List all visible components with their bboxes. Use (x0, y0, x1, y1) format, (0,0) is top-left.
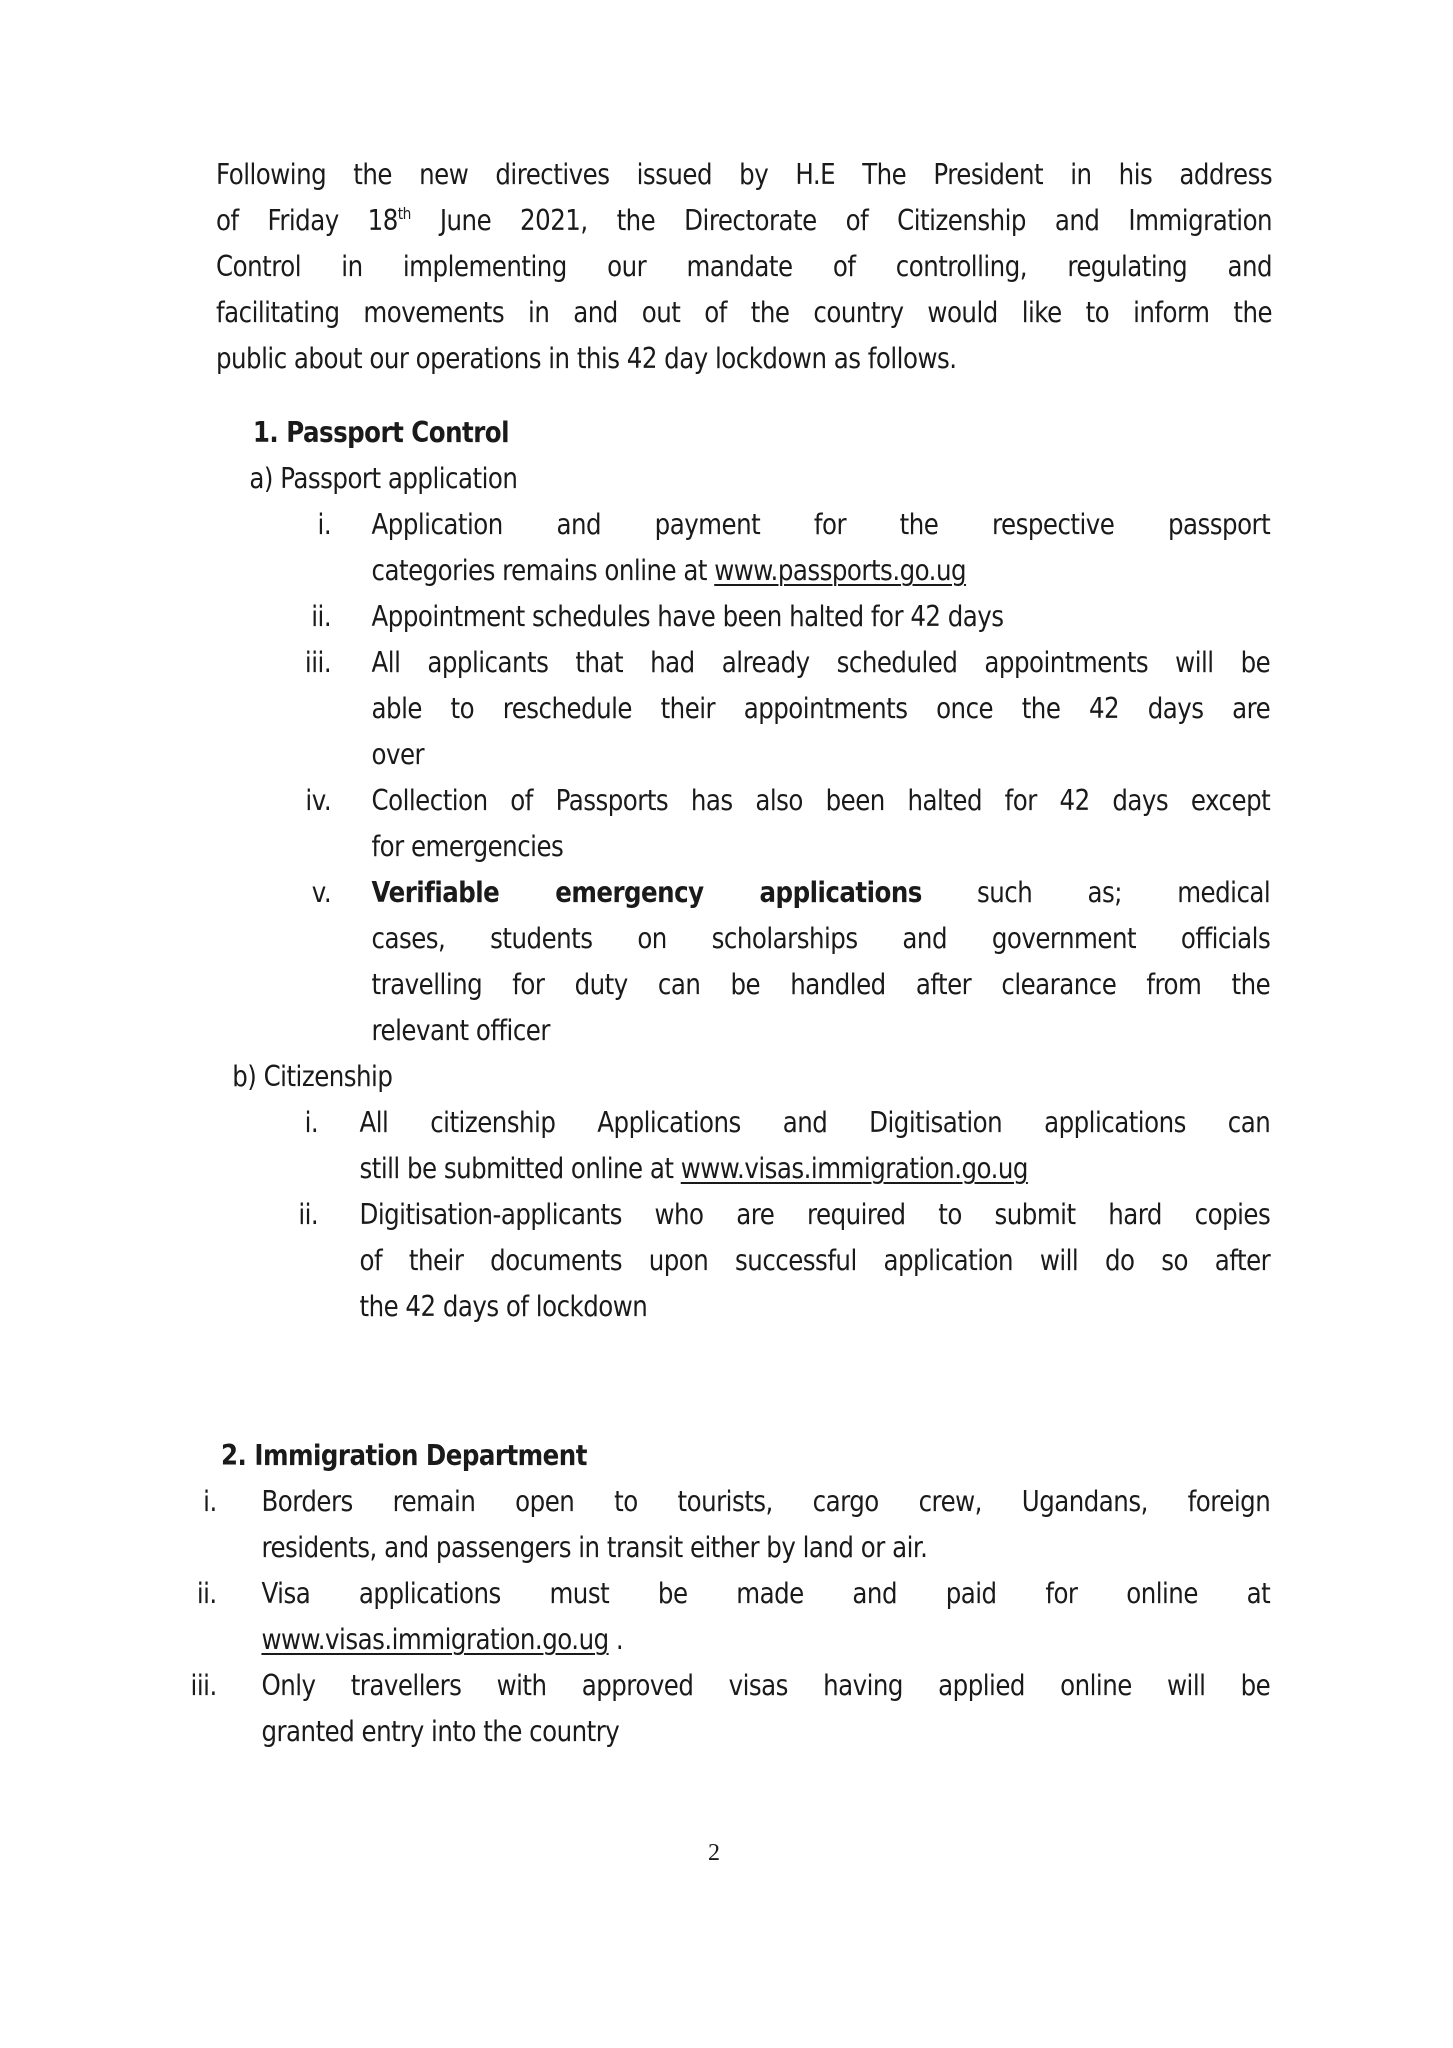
list-item (0, 1663, 1453, 1755)
list-item-line (0, 594, 1453, 640)
item-text-rest: such as; medical (921, 876, 1271, 909)
item-text-segment: granted entry into the country (261, 1715, 620, 1748)
list-item-line (0, 870, 1453, 916)
list-item-line (0, 778, 1453, 824)
list-numeral: i. (203, 1485, 217, 1518)
item-text: Only travellers with approved visas having applied online will be (261, 1669, 1271, 1702)
item-text: All applicants that had already scheduled appointments will be (371, 646, 1271, 679)
list-item (0, 1571, 1453, 1663)
list-item-line (0, 962, 1453, 1008)
subsection-label: a) Passport application (249, 462, 518, 495)
website-link[interactable]: www.visas.immigration.go.ug (680, 1152, 1028, 1185)
item-text: Collection of Passports has also been halted for 42 days except (371, 784, 1271, 817)
item-text: Digitisation-applicants who are required to submit hard copies (359, 1198, 1271, 1231)
item-text: Application and payment for the respective passport (371, 508, 1271, 541)
section-heading: 2. Immigration Department (221, 1439, 587, 1472)
list-item (0, 502, 1453, 594)
item-text: Visa applications must be made and paid for online at (261, 1577, 1271, 1610)
item-text (372, 1008, 550, 1054)
list-numeral: iv. (305, 784, 332, 817)
list-item-line (0, 1238, 1453, 1284)
list-item (0, 870, 1453, 1054)
item-text-segment: still be submitted online at (359, 1152, 681, 1185)
list-item-line (0, 1192, 1453, 1238)
item-text (261, 1525, 927, 1571)
item-text (261, 1617, 623, 1663)
item-text (372, 824, 564, 870)
list-item-line (0, 502, 1453, 548)
subsection-label: b) Citizenship (232, 1060, 393, 1093)
list-item-line (0, 824, 1453, 870)
list-numeral: ii. (298, 1198, 319, 1231)
intro-text: of Friday 18 (216, 204, 398, 237)
intro-line (216, 198, 1272, 244)
item-text: able to reschedule their appointments once the 42 days are (371, 692, 1271, 725)
list-numeral: i. (304, 1106, 319, 1139)
item-text (359, 1284, 647, 1330)
list-item-line (0, 686, 1453, 732)
item-text-segment: residents, and passengers in transit either by land or air. (261, 1531, 928, 1564)
list-item-line (0, 916, 1453, 962)
item-text-segment: over (371, 738, 425, 771)
intro-line: Control in implementing our mandate of controlling, regulating and (216, 250, 1273, 283)
list-numeral: iii. (190, 1669, 217, 1702)
website-link[interactable]: www.passports.go.ug (714, 554, 967, 587)
citizenship-list (0, 1100, 1453, 1330)
item-text: travelling for duty can be handled after clearance from the (371, 968, 1271, 1001)
item-text: All citizenship Applications and Digitisation applications can (359, 1106, 1271, 1139)
intro-paragraph (216, 152, 1272, 382)
list-item-line (0, 640, 1453, 686)
list-item-line (0, 1008, 1453, 1054)
list-item-line (0, 1525, 1453, 1571)
website-link[interactable]: www.visas.immigration.go.ug (261, 1623, 609, 1656)
intro-text: June 2021, the Directorate of Citizenship and Immigration (410, 204, 1273, 237)
emphasis-text: Verifiable emergency applications (371, 876, 922, 909)
list-item-line (0, 1571, 1453, 1617)
list-item (0, 640, 1453, 778)
list-numeral: ii. (311, 600, 332, 633)
section-passport-control (0, 410, 1453, 1330)
list-item (0, 1192, 1453, 1330)
list-item (0, 1479, 1453, 1571)
list-item-line (0, 1100, 1453, 1146)
list-item (0, 778, 1453, 870)
item-text (372, 870, 1271, 916)
item-text (372, 594, 1004, 640)
section-heading: 1. Passport Control (252, 416, 509, 449)
ordinal-suffix: th (397, 204, 411, 223)
item-text-segment: Appointment schedules have been halted for 42 days (371, 600, 1004, 633)
list-item-line (0, 548, 1453, 594)
list-item-line (0, 1663, 1453, 1709)
section-immigration-department (0, 1433, 1453, 1755)
item-text-segment: for emergencies (371, 830, 564, 863)
list-item-line (0, 1479, 1453, 1525)
list-item-line (0, 1284, 1453, 1330)
item-text-segment: . (608, 1623, 624, 1656)
list-numeral: i. (317, 508, 332, 541)
item-text (359, 1146, 1027, 1192)
list-item-line (0, 732, 1453, 778)
item-text: of their documents upon successful application will do so after (359, 1244, 1271, 1277)
intro-line: Following the new directives issued by H.E The President in his address (216, 158, 1273, 191)
item-text: Borders remain open to tourists, cargo crew, Ugandans, foreign (261, 1485, 1271, 1518)
item-text-segment: relevant officer (371, 1014, 550, 1047)
immigration-list (0, 1479, 1453, 1755)
item-text: cases, students on scholarships and government officials (371, 922, 1271, 955)
item-text (261, 1709, 619, 1755)
passport-application-list (0, 502, 1453, 1054)
list-numeral: iii. (304, 646, 332, 679)
list-numeral: ii. (196, 1577, 217, 1610)
list-item (0, 1100, 1453, 1192)
list-numeral: v. (311, 876, 332, 909)
list-item (0, 594, 1453, 640)
intro-line: public about our operations in this 42 day lockdown as follows. (216, 342, 957, 375)
item-text-segment: categories remains online at (371, 554, 715, 587)
item-text-segment: the 42 days of lockdown (359, 1290, 648, 1323)
item-text (372, 548, 967, 594)
list-item-line (0, 1709, 1453, 1755)
item-text (372, 732, 425, 778)
list-item-line (0, 1146, 1453, 1192)
list-item-line (0, 1617, 1453, 1663)
intro-line: facilitating movements in and out of the country would like to inform the (216, 296, 1273, 329)
page-number: 2 (708, 1840, 720, 1866)
